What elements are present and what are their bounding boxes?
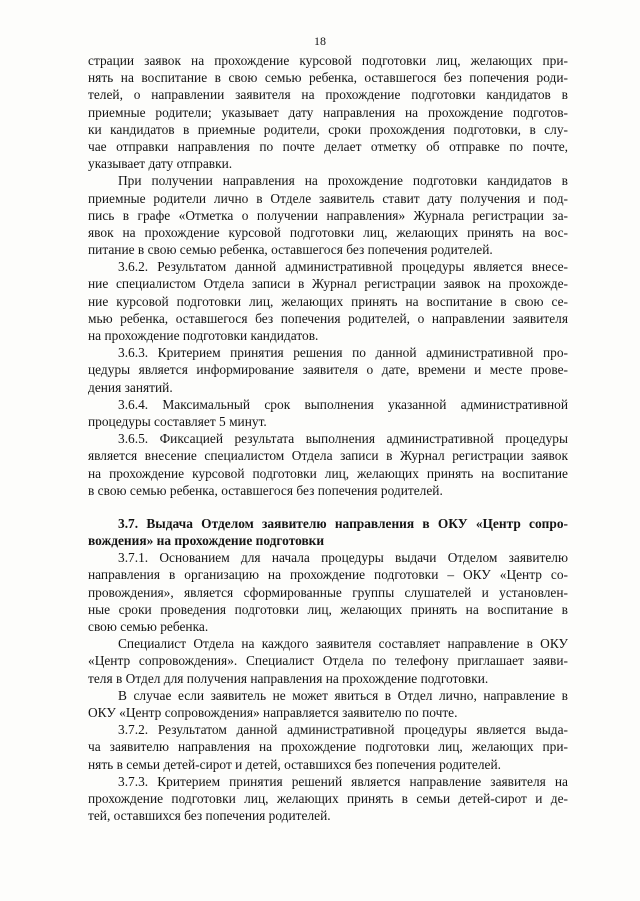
text-line: на прохождение курсовой подготовки лиц, желающих принять на воспитание <box>88 465 568 481</box>
text-line: приемные родители; указывает дату направления на прохождение подготов- <box>88 104 568 120</box>
text-line: 3.7.2. Результатом данной административной процедуры является выда- <box>118 722 568 738</box>
text-line: приемные родители лично в Отделе заявитель ставит дату получения и под- <box>88 190 568 206</box>
text-line: нять на воспитание в свою семью ребенка, оставшегося без попечения роди- <box>88 70 568 86</box>
text-line: В случае если заявитель не может явиться в Отдел лично, направление в <box>118 687 568 703</box>
text-line: 3.6.2. Результатом данной административной процедуры является внесе- <box>118 259 568 275</box>
text-line: ча заявителю направления на прохождение подготовки лиц, желающих при- <box>88 739 568 755</box>
text-line: чае отправки направления по почте делает отметку об отправке по почте, <box>88 138 568 154</box>
text-line: в свою семью ребенка, оставшегося без попечения родителей. <box>88 482 443 498</box>
text-line: теля в Отдел для получения направления на прохождение подготовки. <box>88 670 489 686</box>
paragraph <box>88 396 568 430</box>
text-line: мью ребенка, оставшегося без попечения родителей, о направлении заявителя <box>88 310 568 326</box>
text-line: дения занятий. <box>88 379 173 395</box>
text-line: указывает дату отправки. <box>88 156 233 172</box>
paragraph <box>88 773 568 825</box>
text-line: страции заявок на прохождение курсовой подготовки лиц, желающих при- <box>88 53 568 68</box>
paragraph <box>88 52 568 172</box>
text-line: ные сроки проведения подготовки лиц, желающих принять на воспитание в <box>88 601 568 617</box>
text-line: цедуры является информирование заявителя о дате, времени и месте прове- <box>88 362 568 378</box>
text-line: направления в организацию на прохождение подготовки – ОКУ «Центр со- <box>88 567 568 583</box>
text-line: ние курсовой подготовки лиц, желающих принять на воспитание в свою се- <box>88 293 568 309</box>
text-line: 3.7.3. Критерием принятия решений является направление заявителя на <box>118 773 568 789</box>
text-line: «Центр сопровождения». Специалист Отдела по телефону приглашает заяви- <box>88 653 568 669</box>
text-line: ки кандидатов в приемные родители, сроки прохождения подготовки, в слу- <box>88 121 568 137</box>
text-line: свою семью ребенка. <box>88 619 209 634</box>
paragraph <box>88 430 568 499</box>
text-line: ние специалистом Отдела записи в Журнал регистрации заявок на прохожде- <box>88 276 568 292</box>
paragraph <box>88 344 568 396</box>
section-heading <box>88 515 568 549</box>
paragraph <box>88 687 568 721</box>
text-line: 3.7. Выдача Отделом заявителю направления в ОКУ «Центр сопро- <box>118 515 568 531</box>
page-number: 18 <box>314 34 326 48</box>
paragraph <box>88 721 568 773</box>
text-line: прохождение подготовки лиц, желающих принять в семьи детей-сирот и де- <box>88 790 568 806</box>
paragraph <box>88 549 568 635</box>
text-line: телей, о направлении заявителя на прохождение подготовки кандидатов в <box>88 87 568 103</box>
text-line: ОКУ «Центр сопровождения» направляется заявителю по почте. <box>88 704 458 720</box>
text-line: При получении направления на прохождение подготовки кандидатов в <box>118 173 568 189</box>
paragraph <box>88 635 568 687</box>
text-line: нять в семьи детей-сирот и детей, оставшихся без попечения родителей. <box>88 756 502 772</box>
text-line: 3.7.1. Основанием для начала процедуры выдачи Отделом заявителю <box>118 550 568 566</box>
text-line: является внесение специалистом Отдела записи в Журнал регистрации заявок <box>88 448 568 464</box>
text-line: тей, оставшихся без попечения родителей. <box>88 808 331 824</box>
text-line: Специалист Отдела на каждого заявителя составляет направление в ОКУ <box>118 636 568 652</box>
text-line: 3.6.4. Максимальный срок выполнения указанной административной <box>118 396 568 412</box>
paragraph <box>88 172 568 258</box>
text-line: явок на прохождение курсовой подготовки лиц, желающих принять на вос- <box>88 224 568 240</box>
text-line: питание в свою семью ребенка, оставшегося без попечения родителей. <box>88 242 493 258</box>
text-line: пись в графе «Отметка о получении направления» Журнала регистрации за- <box>88 207 568 223</box>
text-line: вождения» на прохождение подготовки <box>88 533 325 549</box>
text-line: 3.6.3. Критерием принятия решения по данной административной про- <box>118 345 568 361</box>
text-line: провождения», является сформированные группы слушателей и установлен- <box>88 584 568 600</box>
text-line: на прохождение подготовки кандидатов. <box>88 328 319 343</box>
document-body <box>88 52 568 824</box>
text-line: процедуры составляет 5 минут. <box>88 413 267 429</box>
text-line: 3.6.5. Фиксацией результата выполнения административной процедуры <box>118 431 568 447</box>
paragraph <box>88 258 568 344</box>
